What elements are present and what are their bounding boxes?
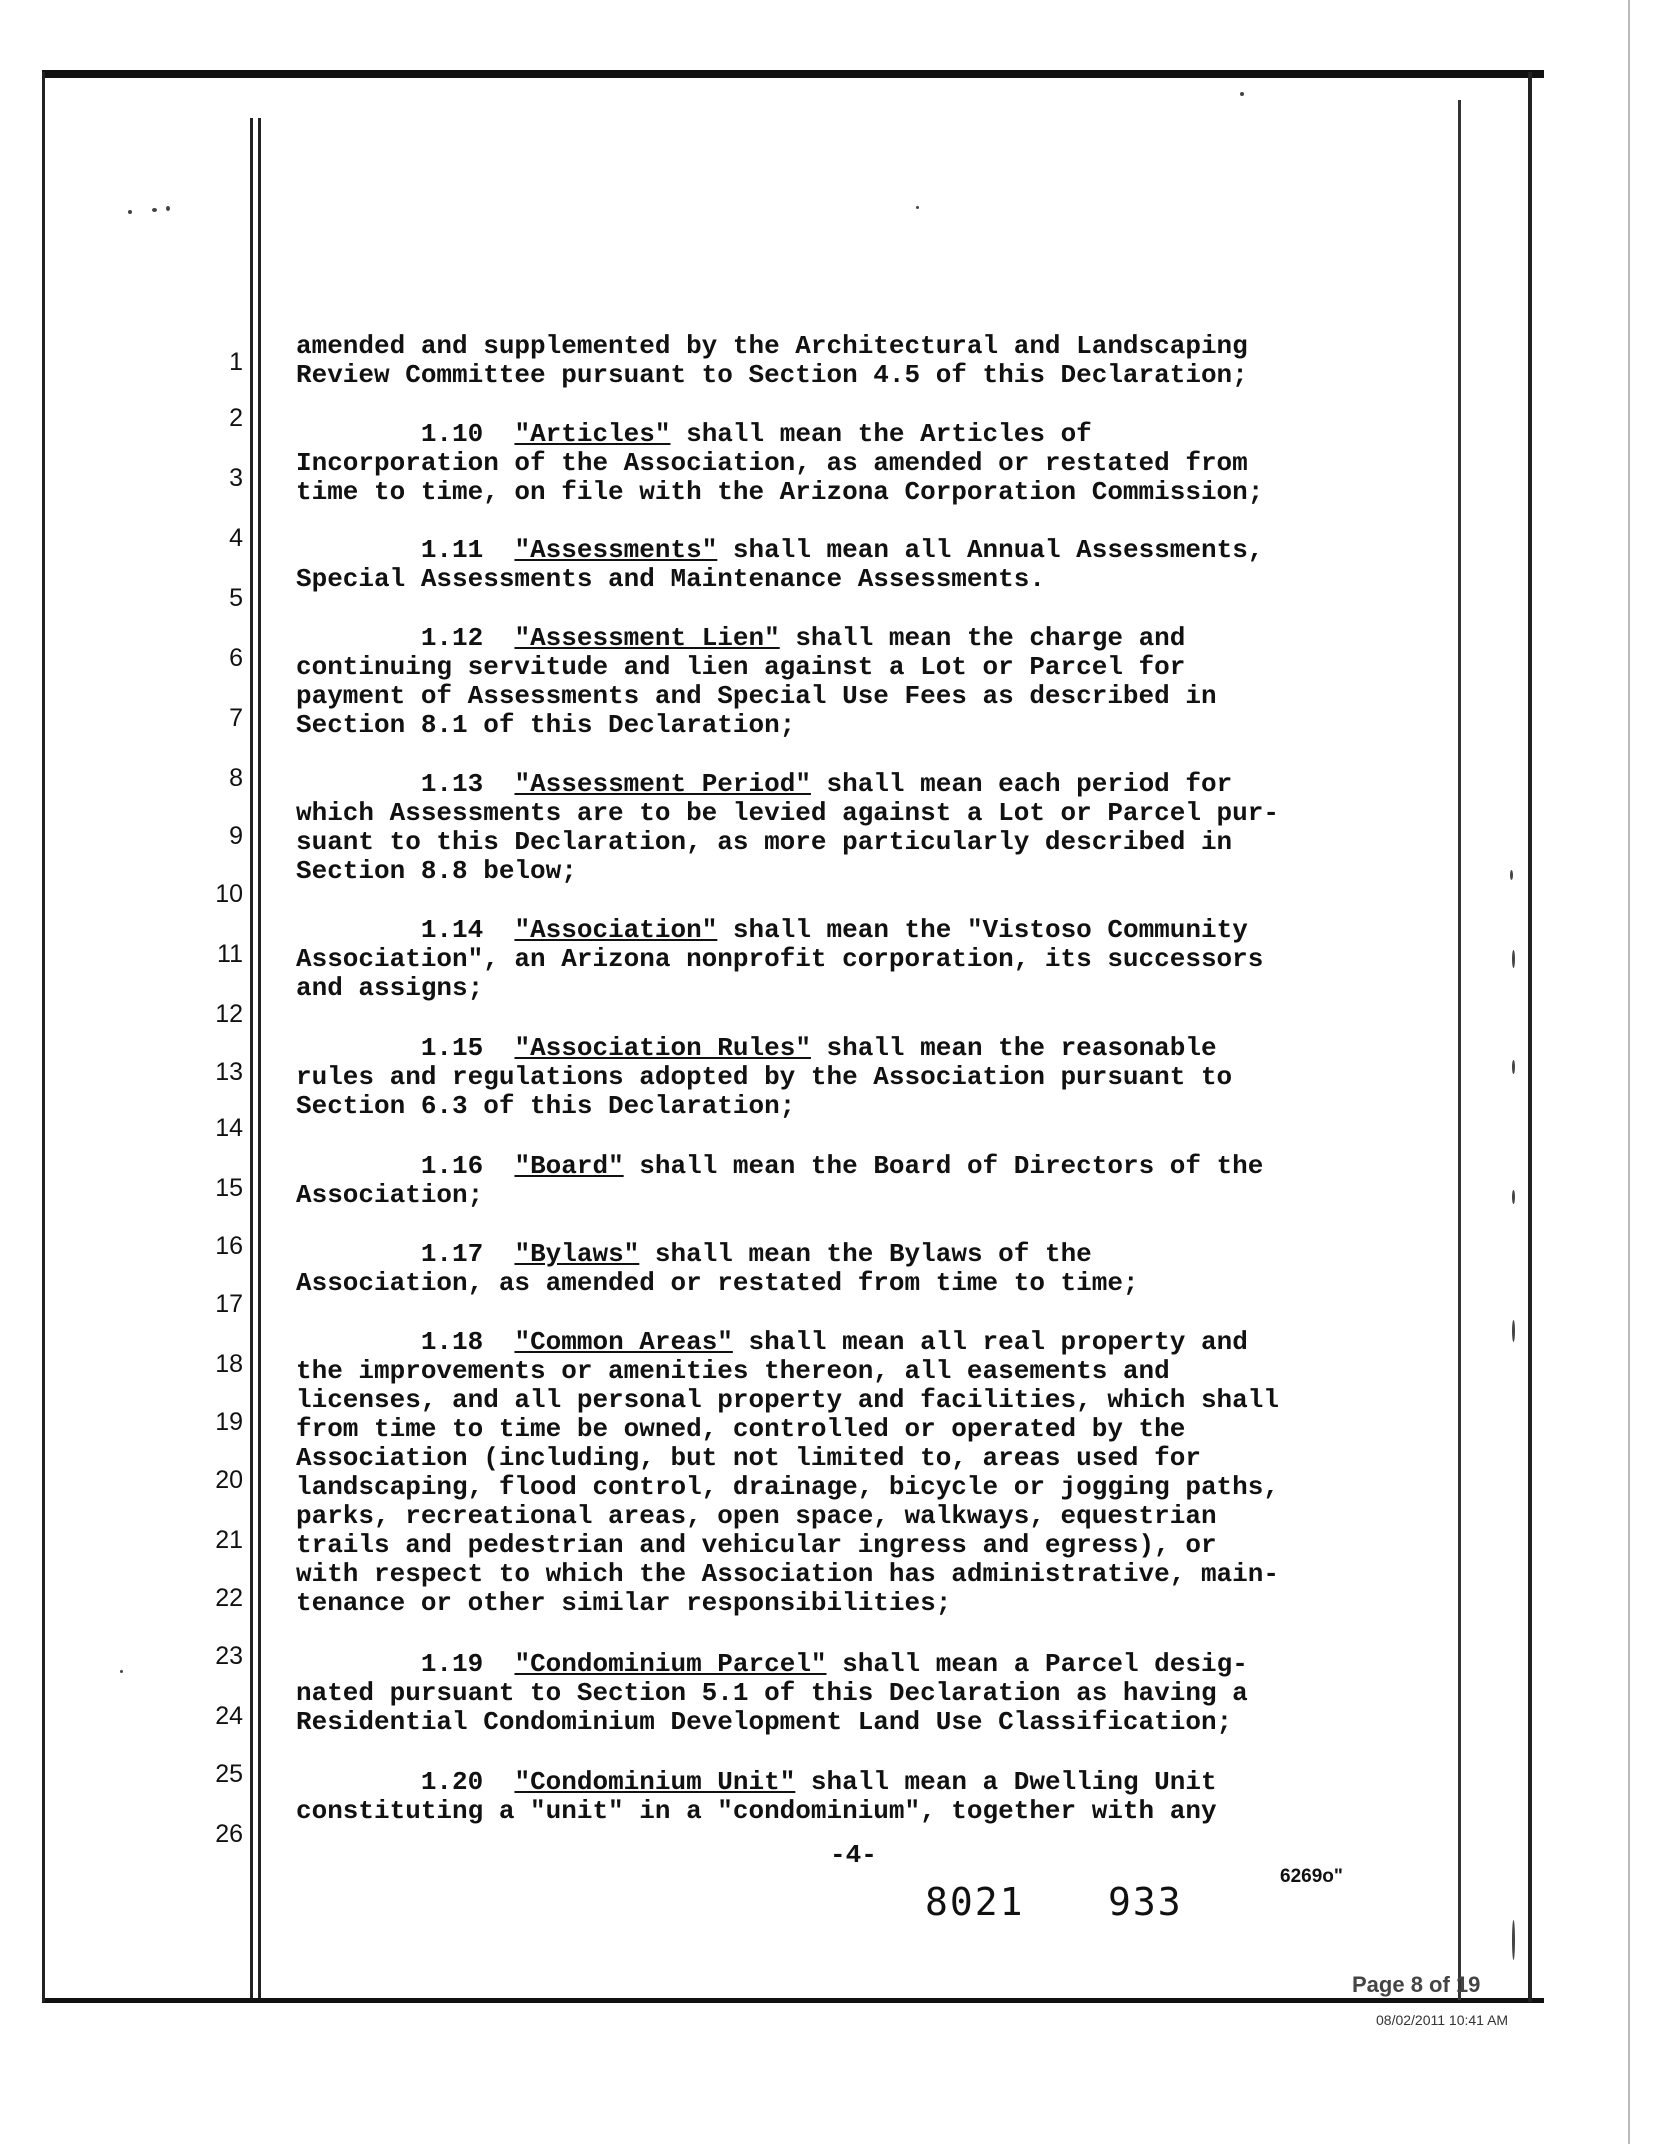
body-line: the improvements or amenities thereon, all easements and (296, 1356, 1170, 1386)
definition-heading (296, 916, 1436, 945)
line-number: 6 (229, 644, 243, 672)
scan-speck (1512, 950, 1515, 968)
line-number: 20 (215, 1466, 243, 1494)
body-line: amended and supplemented by the Architectural and Landscaping (296, 331, 1248, 361)
definition-text: shall mean the Bylaws of the (639, 1239, 1092, 1269)
body-line: and assigns; (296, 973, 484, 1003)
line-number: 11 (217, 940, 243, 968)
definition-heading (296, 1768, 1436, 1797)
definition-heading (296, 1152, 1436, 1181)
line-number: 2 (229, 404, 243, 432)
line-number: 23 (215, 1642, 243, 1670)
definition-heading (296, 624, 1436, 653)
definition-heading (296, 1328, 1436, 1357)
line-number: 4 (229, 524, 243, 552)
section-number: 1.15 (420, 1033, 484, 1063)
pleading-rule-right (1458, 100, 1461, 2000)
definition-text: shall mean a Parcel desig- (826, 1649, 1248, 1679)
defined-term: "Bylaws" (514, 1239, 640, 1269)
line-number: 15 (215, 1174, 243, 1202)
defined-term: "Condominium Unit" (514, 1767, 796, 1797)
body-line: rules and regulations adopted by the Association pursuant to (296, 1062, 1233, 1092)
definition-heading (296, 1650, 1436, 1679)
pleading-rule-left-inner (258, 118, 261, 1998)
scan-speck (166, 206, 170, 211)
line-number: 21 (215, 1526, 243, 1554)
definition-text: shall mean each period for (810, 769, 1233, 799)
body-line: Special Assessments and Maintenance Assessments. (296, 564, 1045, 594)
definition-text: shall mean the reasonable (810, 1033, 1217, 1063)
body-line: trails and pedestrian and vehicular ingress and egress), or (296, 1530, 1217, 1560)
section-number: 1.11 (420, 535, 484, 565)
body-line: nated pursuant to Section 5.1 of this Declaration as having a (296, 1678, 1248, 1708)
body-line: with respect to which the Association has administrative, main- (296, 1559, 1279, 1589)
definition-heading (296, 1240, 1436, 1269)
defined-term: "Association" (514, 915, 718, 945)
defined-term: "Association Rules" (514, 1033, 811, 1063)
pleading-rule-left (250, 118, 253, 1998)
body-line: which Assessments are to be levied against a Lot or Parcel pur- (296, 798, 1279, 828)
scan-speck (152, 208, 157, 212)
scan-speck (120, 1670, 123, 1673)
definition-text: shall mean a Dwelling Unit (795, 1767, 1217, 1797)
line-number: 19 (215, 1408, 243, 1436)
definition-heading (296, 420, 1436, 449)
line-number: 24 (215, 1702, 243, 1730)
page-number: -4- (830, 1840, 877, 1870)
scan-speck (916, 206, 919, 209)
scan-speck (1512, 1190, 1515, 1204)
defined-term: "Assessment Period" (514, 769, 811, 799)
body-line: suant to this Declaration, as more particularly described in (296, 827, 1233, 857)
body-line: constituting a "unit" in a "condominium", together with any (296, 1796, 1217, 1826)
definition-text: shall mean the Articles of (670, 419, 1092, 449)
body-line: licenses, and all personal property and facilities, which shall (296, 1385, 1279, 1415)
body-line: landscaping, flood control, drainage, bicycle or jogging paths, (296, 1472, 1279, 1502)
definition-heading (296, 1034, 1436, 1063)
print-timestamp: 08/02/2011 10:41 AM (1376, 2012, 1509, 2028)
body-line: Section 8.1 of this Declaration; (296, 710, 796, 740)
recorder-page-number: 933 (1108, 1880, 1183, 1924)
defined-term: "Articles" (514, 419, 671, 449)
defined-term: "Condominium Parcel" (514, 1649, 827, 1679)
defined-term: "Assessment Lien" (514, 623, 780, 653)
recorder-docket-number: 8021 (925, 1880, 1025, 1924)
definition-text: shall mean the charge and (779, 623, 1186, 653)
line-number: 13 (215, 1058, 243, 1086)
definition-text: shall mean all real property and (732, 1327, 1248, 1357)
definition-text: shall mean the Board of Directors of the (623, 1151, 1264, 1181)
section-number: 1.14 (420, 915, 484, 945)
scan-speck (1512, 1060, 1515, 1074)
line-number: 18 (215, 1350, 243, 1378)
document-code: 6269o" (1280, 1866, 1343, 1887)
scan-speck (1510, 870, 1513, 880)
definition-text: shall mean the "Vistoso Community (717, 915, 1248, 945)
body-line: Section 8.8 below; (296, 856, 577, 886)
scan-speck (1240, 92, 1244, 96)
definition-heading (296, 770, 1436, 799)
body-line: payment of Assessments and Special Use Fees as described in (296, 681, 1217, 711)
section-number: 1.18 (420, 1327, 484, 1357)
line-number: 12 (215, 1000, 243, 1028)
page-border-top (42, 70, 1544, 78)
section-number: 1.10 (420, 419, 484, 449)
section-number: 1.12 (420, 623, 484, 653)
line-number: 14 (215, 1114, 243, 1142)
line-number: 25 (215, 1760, 243, 1788)
page-border-left (42, 72, 45, 2002)
page-border-bottom (42, 1998, 1544, 2003)
line-number: 5 (229, 584, 243, 612)
body-line: continuing servitude and lien against a Lot or Parcel for (296, 652, 1186, 682)
line-number: 7 (229, 704, 243, 732)
page-of-stamp: Page 8 of 19 (1352, 1972, 1481, 1997)
definition-heading (296, 536, 1436, 565)
body-line: Association", an Arizona nonprofit corporation, its successors (296, 944, 1264, 974)
body-line: Section 6.3 of this Declaration; (296, 1091, 796, 1121)
scan-edge-line (1628, 0, 1630, 2144)
definition-text: shall mean all Annual Assessments, (717, 535, 1264, 565)
body-line: time to time, on file with the Arizona Corporation Commission; (296, 477, 1264, 507)
defined-term: "Assessments" (514, 535, 718, 565)
line-number: 16 (215, 1232, 243, 1260)
line-number: 22 (215, 1584, 243, 1612)
line-number: 26 (215, 1820, 243, 1848)
defined-term: "Common Areas" (514, 1327, 733, 1357)
scan-speck (128, 210, 132, 214)
line-number: 8 (229, 764, 243, 792)
body-line: parks, recreational areas, open space, walkways, equestrian (296, 1501, 1217, 1531)
section-number: 1.17 (420, 1239, 484, 1269)
body-line: Review Committee pursuant to Section 4.5 of this Declaration; (296, 360, 1248, 390)
line-number: 17 (215, 1290, 243, 1318)
body-line: Incorporation of the Association, as amended or restated from (296, 448, 1248, 478)
section-number: 1.20 (420, 1767, 484, 1797)
body-line: Association, as amended or restated from time to time; (296, 1268, 1139, 1298)
scan-speck (1512, 1920, 1515, 1960)
body-line: Association; (296, 1180, 484, 1210)
body-line: Residential Condominium Development Land Use Classification; (296, 1707, 1233, 1737)
body-line: from time to time be owned, controlled or operated by the (296, 1414, 1186, 1444)
body-line: tenance or other similar responsibilities; (296, 1588, 952, 1618)
section-number: 1.19 (420, 1649, 484, 1679)
line-number: 10 (215, 880, 243, 908)
section-number: 1.13 (420, 769, 484, 799)
line-number: 1 (229, 348, 243, 376)
section-number: 1.16 (420, 1151, 484, 1181)
defined-term: "Board" (514, 1151, 624, 1181)
line-number: 3 (229, 464, 243, 492)
scan-speck (1512, 1320, 1515, 1342)
line-number: 9 (229, 822, 243, 850)
page-border-right (1528, 72, 1532, 2002)
body-line: Association (including, but not limited to, areas used for (296, 1443, 1201, 1473)
